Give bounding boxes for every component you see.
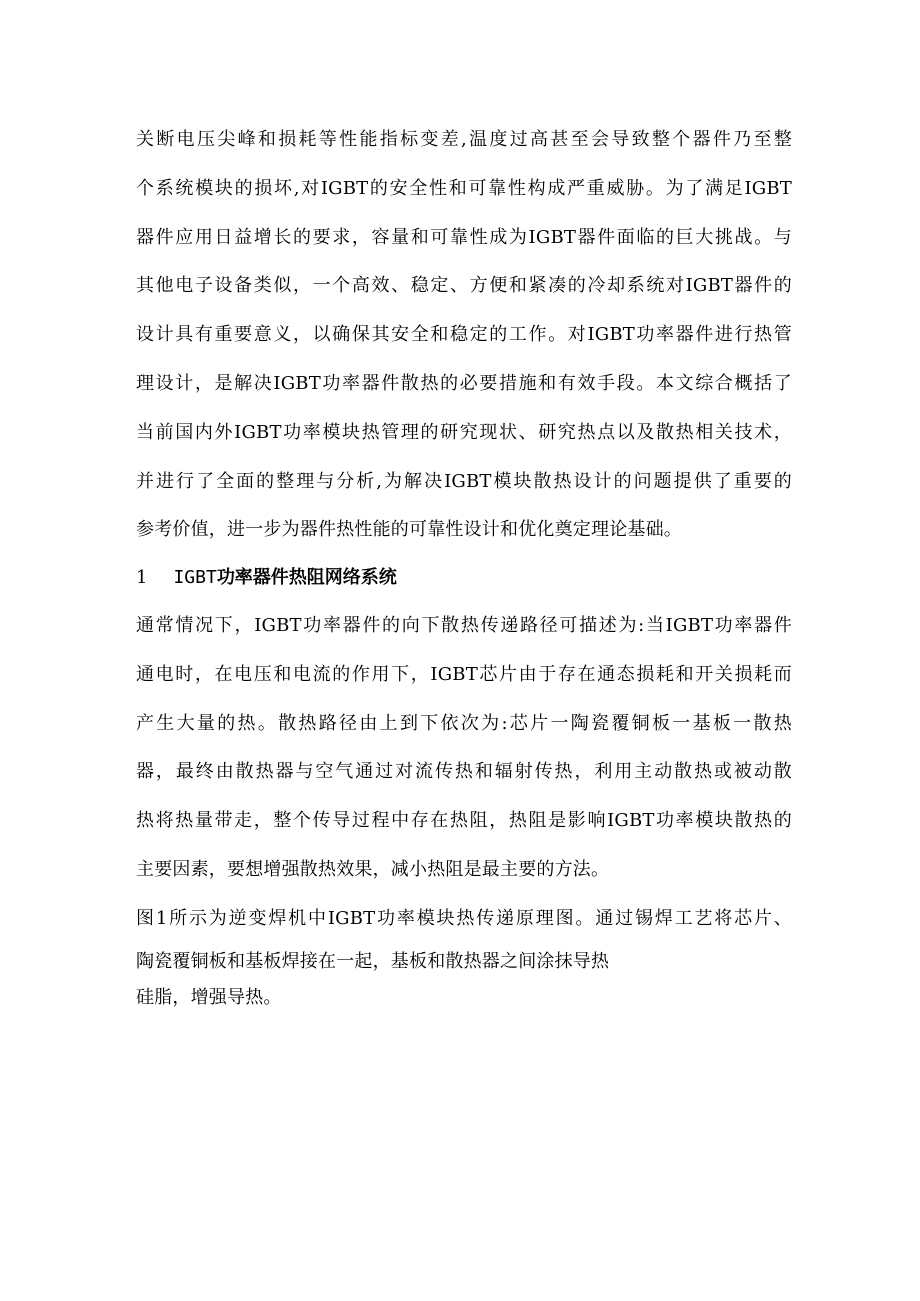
text-line: 设计具有重要意义，以确保其安全和稳定的工作。对IGBT功率器件进行热管 [136, 324, 792, 346]
text-line: 通电时，在电压和电流的作用下，IGBT芯片由于存在通态损耗和开关损耗而 [136, 663, 792, 685]
paragraph-heat-path [136, 602, 792, 895]
section-heading-latin: IGBT [173, 567, 217, 588]
text-line: 产生大量的热。散热路径由上到下依次为:芯片一陶瓷覆铜板一基板一散热 [136, 712, 792, 734]
section-number: 1 [136, 567, 148, 588]
text-line: 硅脂，增强导热。 [136, 987, 282, 1008]
section-heading-title: 功率器件热阻网络系统 [216, 567, 397, 588]
text-line: 图1所示为逆变焊机中IGBT功率模块热传递原理图。通过锡焊工艺将芯片、 [136, 908, 792, 929]
text-line: 通常情况下，IGBT功率器件的向下散热传递路径可描述为:当IGBT功率器件 [136, 615, 792, 636]
text-line: 热将热量带走，整个传导过程中存在热阻，热阻是影响IGBT功率模块散热的 [136, 810, 792, 832]
text-line: 器件应用日益增长的要求，容量和可靠性成为IGBT器件面临的巨大挑战。与 [136, 226, 792, 248]
text-line: 主要因素，要想增强散热效果，减小热阻是最主要的方法。 [136, 858, 610, 880]
text-line: 当前国内外IGBT功率模块热管理的研究现状、研究热点以及散热相关技术， [136, 421, 792, 443]
text-line: 参考价值，进一步为器件热性能的可靠性设计和优化奠定理论基础。 [136, 519, 682, 541]
paragraph-intro [136, 116, 792, 555]
text-line: 关断电压尖峰和损耗等性能指标变差,温度过高甚至会导致整个器件乃至整 [136, 129, 792, 150]
text-line: 理设计，是解决IGBT功率器件散热的必要措施和有效手段。本文综合概括了 [136, 372, 792, 394]
text-line: 其他电子设备类似，一个高效、稳定、方便和紧凑的冷却系统对IGBT器件的 [136, 275, 792, 297]
text-line: 器，最终由散热器与空气通过对流传热和辐射传热，利用主动散热或被动散 [136, 761, 792, 783]
section-heading [136, 554, 397, 602]
paragraph-figure-description [136, 893, 792, 1016]
text-line: 个系统模块的损坏,对IGBT的安全性和可靠性构成严重威胁。为了满足IGBT [136, 177, 792, 199]
text-line: 陶瓷覆铜板和基板焊接在一起，基板和散热器之间涂抹导热 [136, 951, 610, 972]
text-line: 并进行了全面的整理与分析,为解决IGBT模块散热设计的问题提供了重要的 [136, 470, 792, 492]
